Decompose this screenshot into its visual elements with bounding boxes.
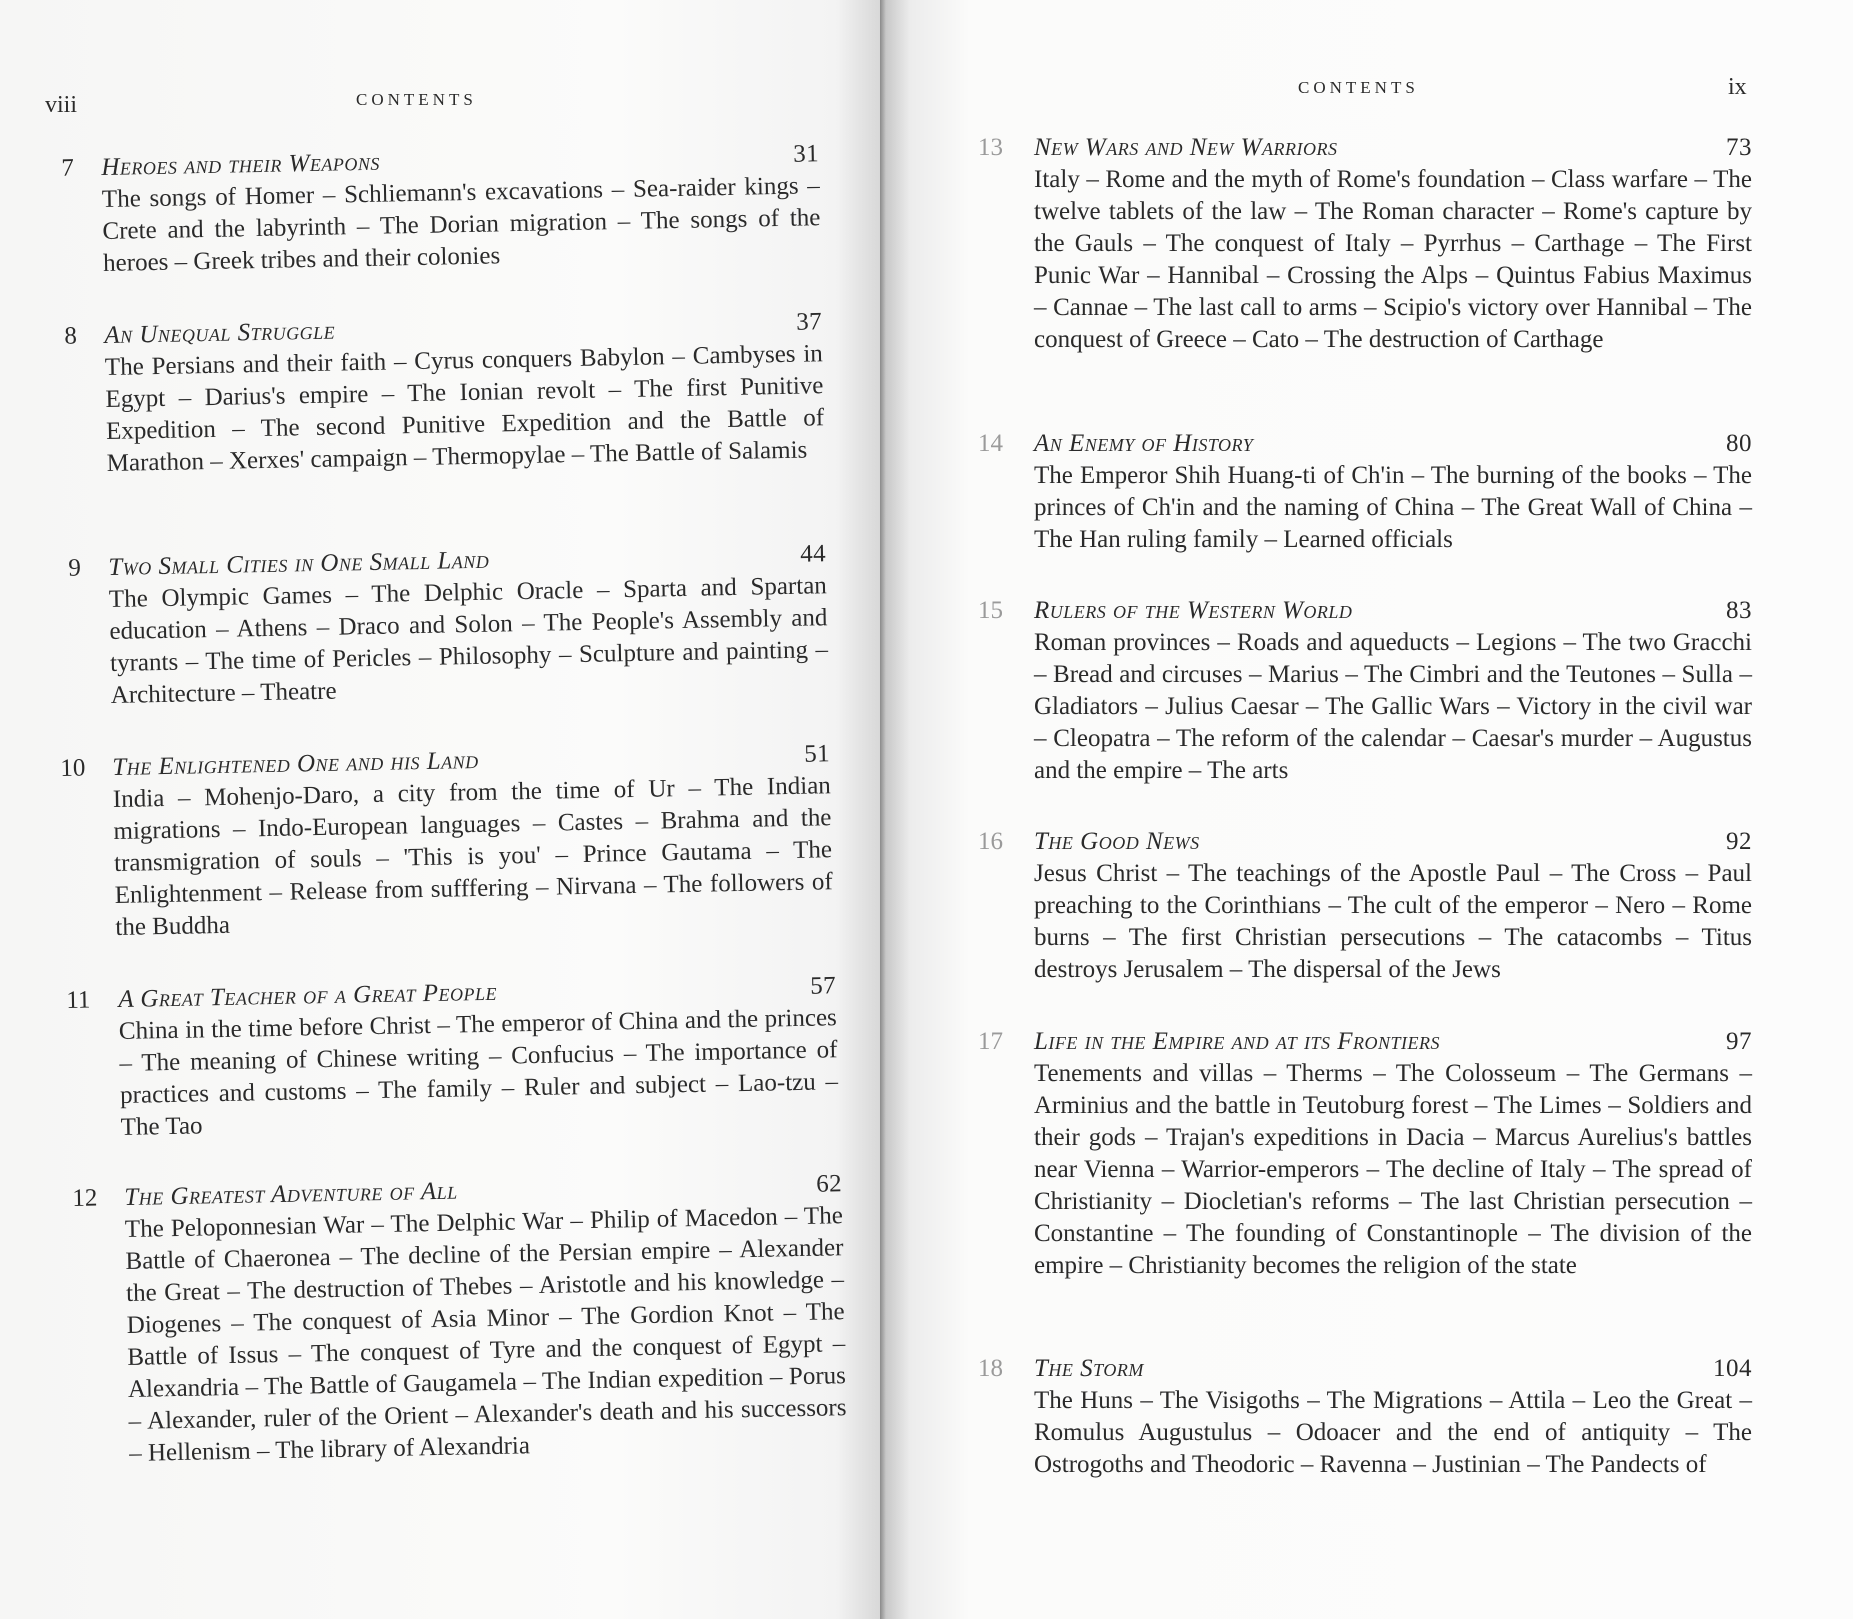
chapter-page: 92 [1726,828,1752,855]
chapter-number: 15 [978,597,1003,624]
chapter-description: India – Mohenjo-Daro, a city from the time of Ur – The Indian migrations – Indo-European languages – Castes – Brahma and the transmigration of souls – 'This is you' – Prince Gautama – The Enlightenment – Release from sufffering – Nirvana – The followers of the Buddha [112,772,833,941]
toc-entry [61,138,821,280]
chapter-page: 97 [1726,1028,1752,1055]
toc-entry [978,1026,1752,1282]
toc-entry [978,826,1752,986]
chapter-number: 12 [72,1184,98,1212]
chapter-number: 9 [68,554,82,582]
toc-entry [978,595,1752,787]
chapter-title: The Storm [1034,1355,1144,1382]
chapter-page: 80 [1726,430,1752,457]
chapter-number: 13 [978,134,1003,161]
chapter-title: An Unequal Struggle [104,317,336,349]
chapter-number: 8 [64,322,78,350]
toc-entry [72,1168,847,1470]
chapter-heading [1034,1353,1752,1385]
chapter-title: Life in the Empire and at its Frontiers [1034,1028,1440,1055]
chapter-heading [1034,595,1752,627]
chapter-number: 11 [66,986,91,1014]
chapter-number: 16 [978,828,1003,855]
toc-entry [66,970,839,1144]
chapter-description: Tenements and villas – Therms – The Colosseum – The Germans – Arminius and the battle in Teutoburg forest – The Limes – Soldiers and their gods – Trajan's expeditions in Dacia – Marcus Aurelius's battles near Vienna – Warrior-emperors – The decline of Italy – The spread of Christianity – Diocletian's reforms – The last Christian persecution – Constantine – The founding of Constantinople – The division of the empire – Christianity becomes the religion of the state [1034,1060,1752,1279]
chapter-description: Roman provinces – Roads and aqueducts – Legions – The two Gracchi – Bread and circuses – Marius – The Cimbri and the Teutones – Sulla – Gladiators – Julius Caesar – The Gallic Wars – Victory in the civil war – Cleopatra – The reform of the calendar – Caesar's murder – Augustus and the empire – The arts [1034,629,1752,784]
chapter-heading [1034,132,1752,164]
chapter-description: Jesus Christ – The teachings of the Apostle Paul – The Cross – Paul preaching to the Corinthians – The cult of the emperor – Nero – Rome burns – The first Christian persecutions – The catacombs – Titus destroys Jerusalem – The dispersal of the Jews [1034,860,1752,983]
chapter-title: The Greatest Adventure of All [124,1177,458,1211]
chapter-title: The Enlightened One and his Land [112,746,479,781]
right-page [880,0,1853,1619]
chapter-title: New Wars and New Warriors [1034,134,1338,161]
page-number: viii [45,92,78,118]
toc-entry [978,1353,1752,1481]
chapter-description: The Emperor Shih Huang-ti of Ch'in – The burning of the books – The princes of Ch'in and the naming of China – The Great Wall of China – The Han ruling family – Learned officials [1034,462,1752,553]
chapter-title: The Good News [1034,828,1200,855]
chapter-page: 104 [1713,1355,1752,1382]
chapter-description: China in the time before Christ – The emperor of China and the princes – The meaning of Chinese writing – Confucius – The importance of practices and customs – The family – Ruler and subject – Lao-tzu – The Tao [118,1004,839,1141]
chapter-heading [1034,1026,1752,1058]
running-head: CONTENTS [1298,78,1419,97]
chapter-page: 57 [809,972,837,1000]
chapter-heading [1034,428,1752,460]
chapter-number: 7 [61,154,75,182]
chapter-title: Heroes and their Weapons [101,148,381,181]
chapter-title: Two Small Cities in One Small Land [108,546,490,581]
toc-entry [978,132,1752,356]
chapter-page: 83 [1726,597,1752,624]
chapter-page: 37 [795,308,823,336]
chapter-number: 10 [60,754,86,782]
toc-entry [60,738,834,944]
left-page [0,0,880,1619]
chapter-description: The Persians and their faith – Cyrus conquers Babylon – Cambyses in Egypt – Darius's empire – The Ionian revolt – The first Punitive Expedition – The second Punitive Expedition and the Battle of Marathon – Xerxes' campaign – Thermopylae – The Battle of Salamis [104,340,825,477]
chapter-title: A Great Teacher of a Great People [118,978,498,1013]
chapter-title: An Enemy of History [1034,430,1254,457]
toc-entry [68,538,829,712]
chapter-number: 14 [978,430,1003,457]
chapter-number: 18 [978,1355,1003,1382]
running-head: CONTENTS [356,90,477,109]
chapter-page: 62 [815,1170,843,1198]
chapter-title: Rulers of the Western World [1034,597,1353,624]
toc-entry [978,428,1752,556]
chapter-heading [1034,826,1752,858]
chapter-page: 51 [803,740,831,768]
chapter-description: The Peloponnesian War – The Delphic War – Philip of Macedon – The Battle of Chaeronea – The decline of the Persian empire – Alexander the Great – The destruction of Thebes – Aristotle and his knowledge – Diogenes – The conquest of Asia Minor – The Gordion Knot – The Battle of Issus – The conquest of Tyre and the conquest of Egypt – Alexandria – The Battle of Gaugamela – The Indian expedition – Porus – Alexander, ruler of the Orient – Alexander's death and his successors – Hellenism – The library of Alexandria [124,1202,847,1467]
chapter-description: The songs of Homer – Schliemann's excavations – Sea-raider kings – Crete and the labyrinth – The Dorian migration – The songs of the heroes – Greek tribes and their colonies [101,172,821,277]
chapter-page: 31 [792,140,820,168]
chapter-description: The Huns – The Visigoths – The Migrations – Attila – Leo the Great – Romulus Augustulus – Odoacer and the end of antiquity – The Ostrogoths and Theodoric – Ravenna – Justinian – The Pandects of [1034,1387,1752,1478]
toc-entry [64,306,825,480]
chapter-number: 17 [978,1028,1003,1055]
chapter-description: Italy – Rome and the myth of Rome's foundation – Class warfare – The twelve tablets of the law – The Roman character – Rome's capture by the Gauls – The conquest of Italy – Pyrrhus – Carthage – The First Punic War – Hannibal – Crossing the Alps – Quintus Fabius Maximus – Cannae – The last call to arms – Scipio's victory over Hannibal – The conquest of Greece – Cato – The destruction of Carthage [1034,166,1752,353]
page-number: ix [1728,74,1747,100]
chapter-page: 44 [799,540,827,568]
chapter-page: 73 [1726,134,1752,161]
chapter-description: The Olympic Games – The Delphic Oracle – Sparta and Spartan education – Athens – Draco and Solon – The People's Assembly and tyrants – The time of Pericles – Philosophy – Sculpture and painting – Architecture – Theatre [108,572,829,709]
